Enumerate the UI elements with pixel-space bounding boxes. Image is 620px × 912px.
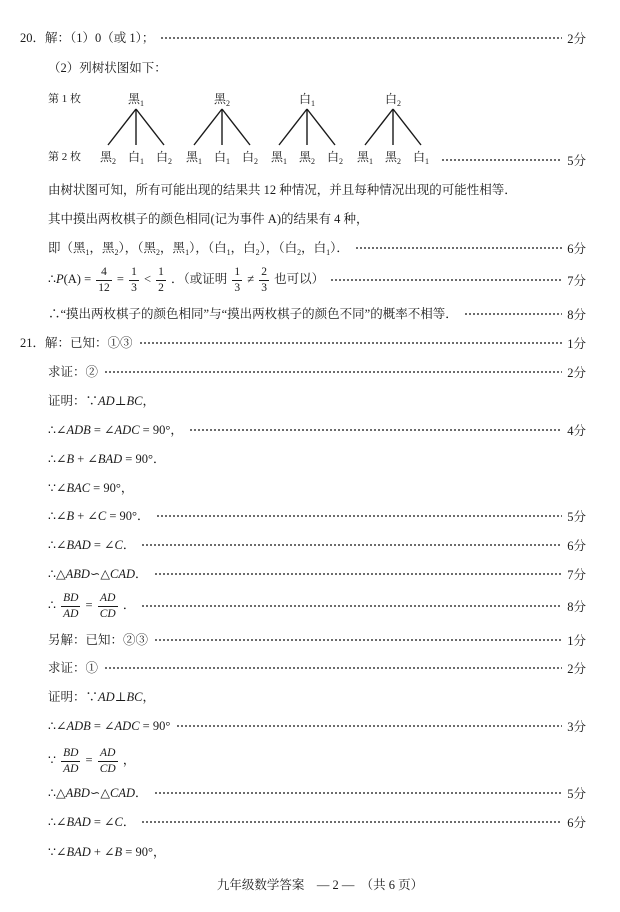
- dotted-leader: [154, 638, 562, 642]
- subscript: 2: [255, 248, 260, 257]
- score-label: 4分: [567, 424, 586, 438]
- line-text: [48, 689, 155, 705]
- dotted-leader: [139, 341, 563, 345]
- fraction: [98, 747, 118, 775]
- math-variable: C: [97, 509, 107, 523]
- text-run: （2）列树状图如下：: [48, 61, 167, 75]
- line-text: [20, 335, 133, 351]
- text-run: 20．解：（1）0（或 1）；: [20, 31, 155, 45]
- node-name: 白: [298, 92, 312, 106]
- fraction-denominator: 3: [261, 281, 268, 294]
- score-label: 1分: [567, 337, 586, 351]
- q21-proof-line-2: [48, 415, 586, 445]
- text-run: ．（或证明: [167, 271, 231, 286]
- q21-alt-prove-line: [48, 653, 586, 683]
- node-subscript: 2: [311, 157, 316, 166]
- subscript: 1: [185, 248, 190, 257]
- line-text: [48, 508, 150, 524]
- text-run: ．: [134, 567, 148, 581]
- text-run: ∴∠: [48, 423, 67, 437]
- score-label: 5分: [567, 154, 586, 168]
- node-name: 白: [213, 150, 227, 164]
- text-run: ，白: [230, 241, 256, 255]
- second-draw-node: [357, 149, 373, 165]
- text-run: = 90°: [139, 719, 171, 733]
- dotted-leader: [154, 791, 563, 795]
- math-variable: C: [114, 538, 123, 552]
- text-run: = 90°．: [122, 452, 166, 466]
- score-label: 5分: [567, 787, 586, 801]
- text-run: = 90°．: [106, 509, 150, 523]
- node-subscript: 2: [226, 99, 231, 108]
- math-variable: BAD: [66, 845, 91, 859]
- first-draw-label: 第 1 枚: [48, 93, 81, 105]
- text-run: ∴: [48, 271, 56, 286]
- text-run: 证明：∵: [48, 690, 99, 704]
- score-label: 7分: [567, 274, 586, 288]
- text-run: ，: [142, 394, 155, 408]
- q20-part1-line: [20, 23, 586, 53]
- text-run: ∴“摸出两枚棋子的颜色相同”与“摸出两枚棋子的颜色不同”的概率不相等．: [48, 307, 458, 321]
- fraction: [259, 266, 269, 294]
- line-text: [48, 451, 165, 467]
- math-variable: AD: [98, 690, 115, 704]
- fraction-denominator: AD: [63, 607, 79, 620]
- second-draw-node: [385, 149, 401, 165]
- fraction-numerator: AD: [98, 592, 118, 607]
- second-draw-node: [271, 149, 287, 165]
- line-text: [48, 844, 165, 860]
- math-variable: BAD: [66, 538, 91, 552]
- text-run: ∴∠: [48, 815, 67, 829]
- fraction-numerator: 4: [96, 266, 112, 281]
- q21-proof-line-7: [48, 559, 586, 589]
- text-run: ，: [142, 690, 155, 704]
- math-variable: CAD: [109, 786, 135, 800]
- q20-final-line: [48, 299, 586, 329]
- math-variable: C: [114, 815, 123, 829]
- line-text: [48, 747, 135, 775]
- dotted-leader: [141, 543, 562, 547]
- text-run: ∴∠: [48, 719, 67, 733]
- score-label: 8分: [567, 600, 586, 614]
- line-text: [48, 182, 517, 198]
- dotted-leader: [141, 820, 562, 824]
- node-name: 白: [384, 92, 398, 106]
- text-run: ∴∠: [48, 538, 67, 552]
- q21-alt-proof-line-5: [48, 807, 586, 837]
- q21-alt-proof-line-2: [48, 711, 586, 741]
- text-run: 证明：∵: [48, 394, 99, 408]
- node-subscript: 1: [198, 157, 203, 166]
- node-subscript: 1: [311, 99, 316, 108]
- fraction: [96, 266, 112, 294]
- text-run: ，: [119, 752, 136, 767]
- math-variable: ADC: [114, 423, 140, 437]
- text-run: + ∠: [74, 452, 98, 466]
- tree-diagram: [0, 80, 620, 175]
- q21-alt-proof-line-4: [48, 778, 586, 808]
- q21-given-line: [20, 328, 586, 358]
- q21-alt-proof-line-6: [48, 837, 586, 867]
- dotted-leader: [104, 666, 562, 670]
- node-name: 白: [241, 150, 255, 164]
- subscript: 1: [226, 248, 231, 257]
- first-draw-node: [214, 91, 230, 107]
- q21-proof-line-8: [48, 591, 586, 621]
- text-run: ⊥: [114, 690, 127, 704]
- node-name: 黑: [270, 150, 284, 164]
- score-label: 2分: [567, 32, 586, 46]
- q20-conclusion-line-2: [48, 204, 586, 234]
- dotted-leader: [104, 370, 562, 374]
- dotted-leader: [141, 604, 562, 608]
- line-text: [48, 718, 170, 734]
- node-subscript: 1: [226, 157, 231, 166]
- dotted-leader: [154, 572, 563, 576]
- text-run: 21．解：已知：①③: [20, 336, 133, 350]
- second-draw-label: 第 2 枚: [48, 151, 81, 163]
- line-text: [48, 814, 135, 830]
- text-run: ∴∠: [48, 452, 67, 466]
- text-run: = ∠: [90, 538, 115, 552]
- node-name: 白: [326, 150, 340, 164]
- text-run: ≠: [244, 271, 258, 286]
- line-text: [48, 364, 98, 380]
- node-name: 黑: [298, 150, 312, 164]
- text-run: ．: [122, 538, 136, 552]
- math-variable: BAD: [66, 815, 91, 829]
- dotted-leader: [156, 514, 563, 518]
- q20-part2-heading: [48, 53, 586, 83]
- text-run: 其中摸出两枚棋子的颜色相同(记为事件 A)的结果有 4 种，: [48, 212, 369, 226]
- fraction-denominator: AD: [63, 762, 79, 775]
- fraction-denominator: 3: [234, 281, 241, 294]
- fraction-numerator: 1: [232, 266, 242, 281]
- text-run: ∵∠: [48, 845, 67, 859]
- text-run: + ∠: [90, 845, 115, 859]
- text-run: ∽△: [89, 786, 110, 800]
- node-name: 黑: [356, 150, 370, 164]
- node-name: 黑: [185, 150, 199, 164]
- text-run: ，黑: [89, 241, 115, 255]
- math-variable: ADB: [66, 719, 91, 733]
- q21-proof-line-3: [48, 444, 586, 474]
- node-subscript: 1: [140, 99, 145, 108]
- second-draw-node: [214, 149, 230, 165]
- second-draw-node: [242, 149, 258, 165]
- math-variable: P: [55, 271, 64, 286]
- fraction-numerator: 1: [156, 266, 166, 281]
- node-subscript: 1: [140, 157, 145, 166]
- dotted-leader: [441, 158, 562, 162]
- second-draw-node: [327, 149, 343, 165]
- text-run: ．: [122, 815, 136, 829]
- text-run: = ∠: [90, 815, 115, 829]
- fraction: [156, 266, 166, 294]
- fraction: [98, 592, 118, 620]
- fraction-numerator: BD: [61, 592, 80, 607]
- line-text: [48, 393, 155, 409]
- text-run: = ∠: [90, 423, 115, 437]
- node-subscript: 1: [425, 157, 430, 166]
- text-run: =: [82, 597, 96, 612]
- score-label: 6分: [567, 242, 586, 256]
- score-label: 1分: [567, 634, 586, 648]
- q21-alt-proof-line-3: [48, 746, 586, 776]
- tree-score-line: [435, 145, 586, 175]
- subscript: 2: [114, 248, 119, 257]
- subscript: 2: [156, 248, 161, 257]
- line-text: [48, 60, 167, 76]
- fraction-denominator: CD: [99, 762, 116, 775]
- text-run: + ∠: [74, 509, 98, 523]
- text-run: = 90°，: [90, 481, 134, 495]
- text-run: = 90°，: [139, 423, 183, 437]
- text-run: ），（黑: [118, 241, 157, 255]
- text-run: ∴∠: [48, 509, 67, 523]
- node-name: 白: [155, 150, 169, 164]
- dotted-leader: [176, 724, 562, 728]
- dotted-leader: [464, 312, 563, 316]
- line-text: [48, 211, 368, 227]
- subscript: 1: [85, 248, 90, 257]
- second-draw-node: [299, 149, 315, 165]
- fraction-denominator: CD: [99, 607, 116, 620]
- text-run: 求证：②: [48, 365, 99, 379]
- line-text: [48, 592, 135, 620]
- math-variable: BAC: [66, 481, 91, 495]
- text-run: ∴△: [48, 567, 66, 581]
- score-label: 3分: [567, 720, 586, 734]
- score-label: 8分: [567, 308, 586, 322]
- node-subscript: 2: [112, 157, 117, 166]
- q21-alt-proof-line-1: [48, 682, 586, 712]
- node-name: 白: [412, 150, 426, 164]
- fraction-denominator: 3: [131, 281, 137, 294]
- line-text: [48, 480, 133, 496]
- node-name: 黑: [384, 150, 398, 164]
- fraction: [232, 266, 242, 294]
- subscript: 1: [326, 248, 331, 257]
- node-name: 黑: [99, 150, 113, 164]
- text-run: = ∠: [90, 719, 115, 733]
- fraction-numerator: AD: [98, 747, 118, 762]
- dotted-leader: [189, 428, 562, 432]
- text-run: ）．: [330, 241, 349, 255]
- fraction: [129, 266, 139, 294]
- fraction-denominator: 2: [158, 281, 164, 294]
- text-run: =: [113, 271, 128, 286]
- score-label: 5分: [567, 510, 586, 524]
- q21-alt-given-line: [48, 625, 586, 655]
- text-run: ∵: [48, 752, 60, 767]
- node-name: 黑: [127, 92, 141, 106]
- text-run: ∵∠: [48, 481, 67, 495]
- text-run: ∴△: [48, 786, 66, 800]
- node-name: 白: [127, 150, 141, 164]
- math-variable: ADB: [66, 423, 91, 437]
- line-text: [48, 240, 349, 256]
- first-draw-node: [385, 91, 401, 107]
- first-draw-node: [299, 91, 315, 107]
- q21-prove-line: [48, 357, 586, 387]
- q21-proof-line-5: [48, 501, 586, 531]
- math-variable: B: [66, 452, 75, 466]
- math-variable: BC: [126, 394, 143, 408]
- math-variable: ADC: [114, 719, 140, 733]
- line-text: [48, 537, 135, 553]
- q20-outcomes-line: [48, 233, 586, 263]
- text-run: ⊥: [114, 394, 127, 408]
- text-run: 也可以）: [271, 271, 325, 286]
- line-text: [48, 266, 324, 294]
- text-run: ），（白: [259, 241, 298, 255]
- text-run: (A) =: [63, 271, 95, 286]
- dotted-leader: [355, 246, 562, 250]
- math-variable: B: [114, 845, 123, 859]
- fraction-numerator: 1: [129, 266, 139, 281]
- fraction: [61, 747, 80, 775]
- math-variable: AD: [98, 394, 115, 408]
- score-label: 7分: [567, 568, 586, 582]
- text-run: =: [82, 752, 96, 767]
- math-variable: ABD: [65, 786, 90, 800]
- text-run: = 90°，: [122, 845, 166, 859]
- fraction-numerator: BD: [61, 747, 80, 762]
- text-run: ，黑: [160, 241, 186, 255]
- q21-proof-line-1: [48, 386, 586, 416]
- math-variable: ABD: [65, 567, 90, 581]
- text-run: ．: [119, 597, 136, 612]
- dotted-leader: [330, 278, 562, 282]
- text-run: ．: [134, 786, 148, 800]
- subscript: 2: [297, 248, 302, 257]
- text-run: 即（黑: [48, 241, 86, 255]
- text-run: ），（白: [189, 241, 227, 255]
- text-run: ，白: [301, 241, 327, 255]
- line-text: [48, 566, 148, 582]
- q21-proof-line-6: [48, 530, 586, 560]
- second-draw-node: [413, 149, 429, 165]
- line-text: [48, 632, 148, 648]
- score-label: 6分: [567, 816, 586, 830]
- text-run: 由树状图可知，所有可能出现的结果共 12 种情况，并且每种情况出现的可能性相等．: [48, 183, 517, 197]
- node-subscript: 2: [397, 157, 402, 166]
- node-subscript: 2: [254, 157, 259, 166]
- second-draw-node: [156, 149, 172, 165]
- node-subscript: 1: [369, 157, 374, 166]
- text-run: ∴: [48, 597, 60, 612]
- math-variable: BC: [126, 690, 143, 704]
- line-text: [48, 306, 458, 322]
- text-run: 另解：已知：②③: [48, 633, 149, 647]
- node-subscript: 1: [283, 157, 288, 166]
- q20-probability-line: [48, 265, 586, 295]
- line-text: [48, 660, 98, 676]
- score-label: 6分: [567, 539, 586, 553]
- score-label: 2分: [567, 662, 586, 676]
- score-label: 2分: [567, 366, 586, 380]
- text-run: ∽△: [89, 567, 110, 581]
- line-text: [48, 422, 183, 438]
- node-name: 黑: [213, 92, 227, 106]
- second-draw-node: [100, 149, 116, 165]
- q20-conclusion-line-1: [48, 175, 586, 205]
- math-variable: BAD: [97, 452, 123, 466]
- second-draw-node: [186, 149, 202, 165]
- node-subscript: 2: [168, 157, 173, 166]
- page-footer: 九年级数学答案 — 2 — （共 6 页）: [216, 878, 424, 892]
- node-subscript: 2: [397, 99, 402, 108]
- line-text: [20, 30, 154, 46]
- q21-proof-line-4: [48, 473, 586, 503]
- fraction-denominator: 12: [98, 281, 110, 294]
- text-run: 求证：①: [48, 661, 99, 675]
- dotted-leader: [160, 36, 562, 40]
- first-draw-node: [128, 91, 144, 107]
- line-text: [48, 785, 148, 801]
- second-draw-node: [128, 149, 144, 165]
- math-variable: CAD: [109, 567, 135, 581]
- node-subscript: 2: [339, 157, 344, 166]
- math-variable: B: [66, 509, 75, 523]
- fraction: [61, 592, 80, 620]
- fraction-numerator: 2: [259, 266, 269, 281]
- text-run: <: [140, 271, 155, 286]
